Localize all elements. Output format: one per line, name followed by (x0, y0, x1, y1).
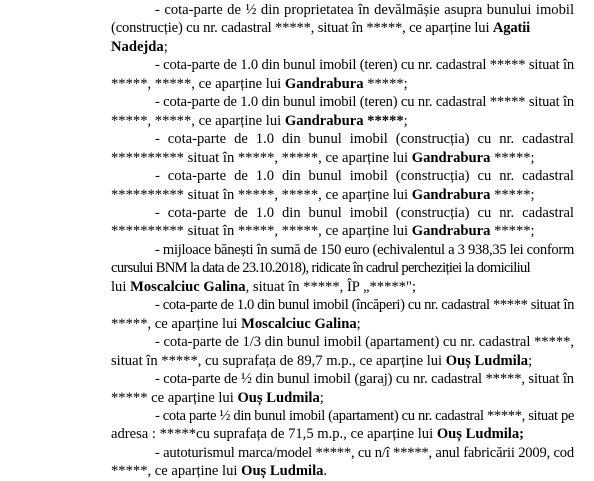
text-run: *****, *****, ce aparține lui (111, 112, 285, 129)
document-line (111, 186, 535, 204)
text-run: (construcție) cu nr. cadastral *****, situat în *****, ce aparține lui (111, 20, 493, 37)
document-line (111, 241, 574, 259)
bold-text: Ouș Ludmila (237, 389, 320, 406)
document-line (111, 407, 574, 425)
text-run: *****; (490, 223, 535, 240)
bold-text: Ouș Ludmila; (436, 426, 524, 443)
bold-text: Ouș Ludmila (241, 463, 324, 480)
text-run: - cota-parte de 1.0 din bunul imobil (construcția) cu nr. cadastral (155, 204, 574, 221)
document-line (111, 130, 574, 148)
text-run: , situat în *****, ÎP „*****"; (245, 278, 416, 295)
bold-text: Gandrabura (411, 149, 491, 166)
text-run: *****, *****, ce aparține lui (111, 75, 285, 92)
text-run: *****, ce aparține lui (111, 315, 242, 332)
text-run: lui (111, 278, 131, 295)
bold-text: Gandrabura ***** (284, 112, 404, 129)
document-line (111, 222, 535, 240)
bold-text: Moscalciuc Galina (241, 315, 357, 332)
text-run: *****; (363, 75, 408, 92)
text-run: cursului BNM la data de 23.10.2018), ridicate în cadrul percheziției la domiciliul (111, 260, 530, 277)
text-run: situat în *****, cu suprafața de 89,7 m.p., ce aparține lui (111, 352, 446, 369)
text-run: ; (163, 38, 168, 55)
text-run: - cota-parte de 1.0 din bunul imobil (încăperi) cu nr. cadastral ***** situat în (155, 297, 574, 314)
text-run: ; (403, 112, 408, 129)
text-run: ********** situat în *****, *****, ce aparține lui (111, 149, 412, 166)
text-run: - cota-parte de ½ din bunul imobil (garaj) cu nr. cadastral *****, situat în (155, 371, 574, 388)
document-line (111, 370, 574, 388)
bold-text: Ouș Ludmila (445, 352, 529, 369)
bold-text: Gandrabura (411, 223, 491, 240)
bold-text: Gandrabura (284, 75, 364, 92)
text-run: - cota-parte de 1.0 din bunul imobil (teren) cu nr. cadastral ***** situat în (155, 57, 574, 74)
document-line (111, 259, 530, 277)
document-line (111, 333, 574, 351)
document-body (111, 1, 574, 481)
text-run: - cota-parte de 1.0 din bunul imobil (construcția) cu nr. cadastral (155, 168, 574, 185)
text-run: - cota parte ½ din bunul imobil (apartament) cu nr. cadastral *****, situat pe (155, 407, 574, 424)
bold-text: Agatii (492, 20, 530, 37)
document-line (111, 19, 530, 37)
document-line (111, 462, 530, 480)
document-line (111, 389, 530, 407)
document-line (111, 315, 530, 333)
text-run: - autoturismul marca/model *****, cu n/î *****, anul fabricării 2009, cod (155, 444, 574, 461)
document-line (111, 278, 530, 296)
text-run: ; (356, 315, 361, 332)
document-line (111, 204, 574, 222)
text-run: ; (319, 389, 324, 406)
text-run: - cota-parte de ½ din proprietatea în devălmășie asupra bunului imobil (155, 2, 574, 18)
document-line (111, 296, 574, 314)
text-run: ***** ce aparține lui (111, 389, 238, 406)
document-line (111, 75, 530, 93)
document-line (111, 56, 574, 74)
bold-text: Moscalciuc Galina (130, 278, 246, 295)
text-run: adresa : *****cu suprafața de 71,5 m.p., ce aparține lui (111, 426, 437, 443)
text-run: ********** situat în *****, *****, ce aparține lui (111, 223, 412, 240)
text-run: *****, ce aparține lui (111, 463, 242, 480)
document-line (111, 149, 535, 167)
text-run: - cota-parte de 1.0 din bunul imobil (teren) cu nr. cadastral ***** situat în (155, 94, 574, 111)
document-line (111, 1, 574, 19)
document-line (111, 167, 574, 185)
bold-text: Nadejda (111, 38, 164, 55)
document-line (111, 93, 574, 111)
text-run: - mijloace bănești în sumă de 150 euro (echivalentul a 3 938,35 lei conform (155, 241, 574, 258)
text-run: ********** situat în *****, *****, ce aparține lui (111, 186, 412, 203)
bold-text: Gandrabura (411, 186, 491, 203)
text-run: - cota-parte de 1.0 din bunul imobil (construcția) cu nr. cadastral (155, 131, 574, 148)
text-run: ; (528, 352, 533, 369)
text-run: - cota-parte de 1/3 din bunul imobil (apartament) cu nr. cadastral *****, (155, 334, 574, 351)
text-run: *****; (490, 186, 535, 203)
document-line (111, 38, 530, 56)
text-run: *****; (490, 149, 535, 166)
document-line (111, 444, 574, 462)
document-line (111, 352, 533, 370)
document-line (111, 425, 530, 443)
text-run: . (323, 463, 328, 480)
document-line (111, 112, 530, 130)
